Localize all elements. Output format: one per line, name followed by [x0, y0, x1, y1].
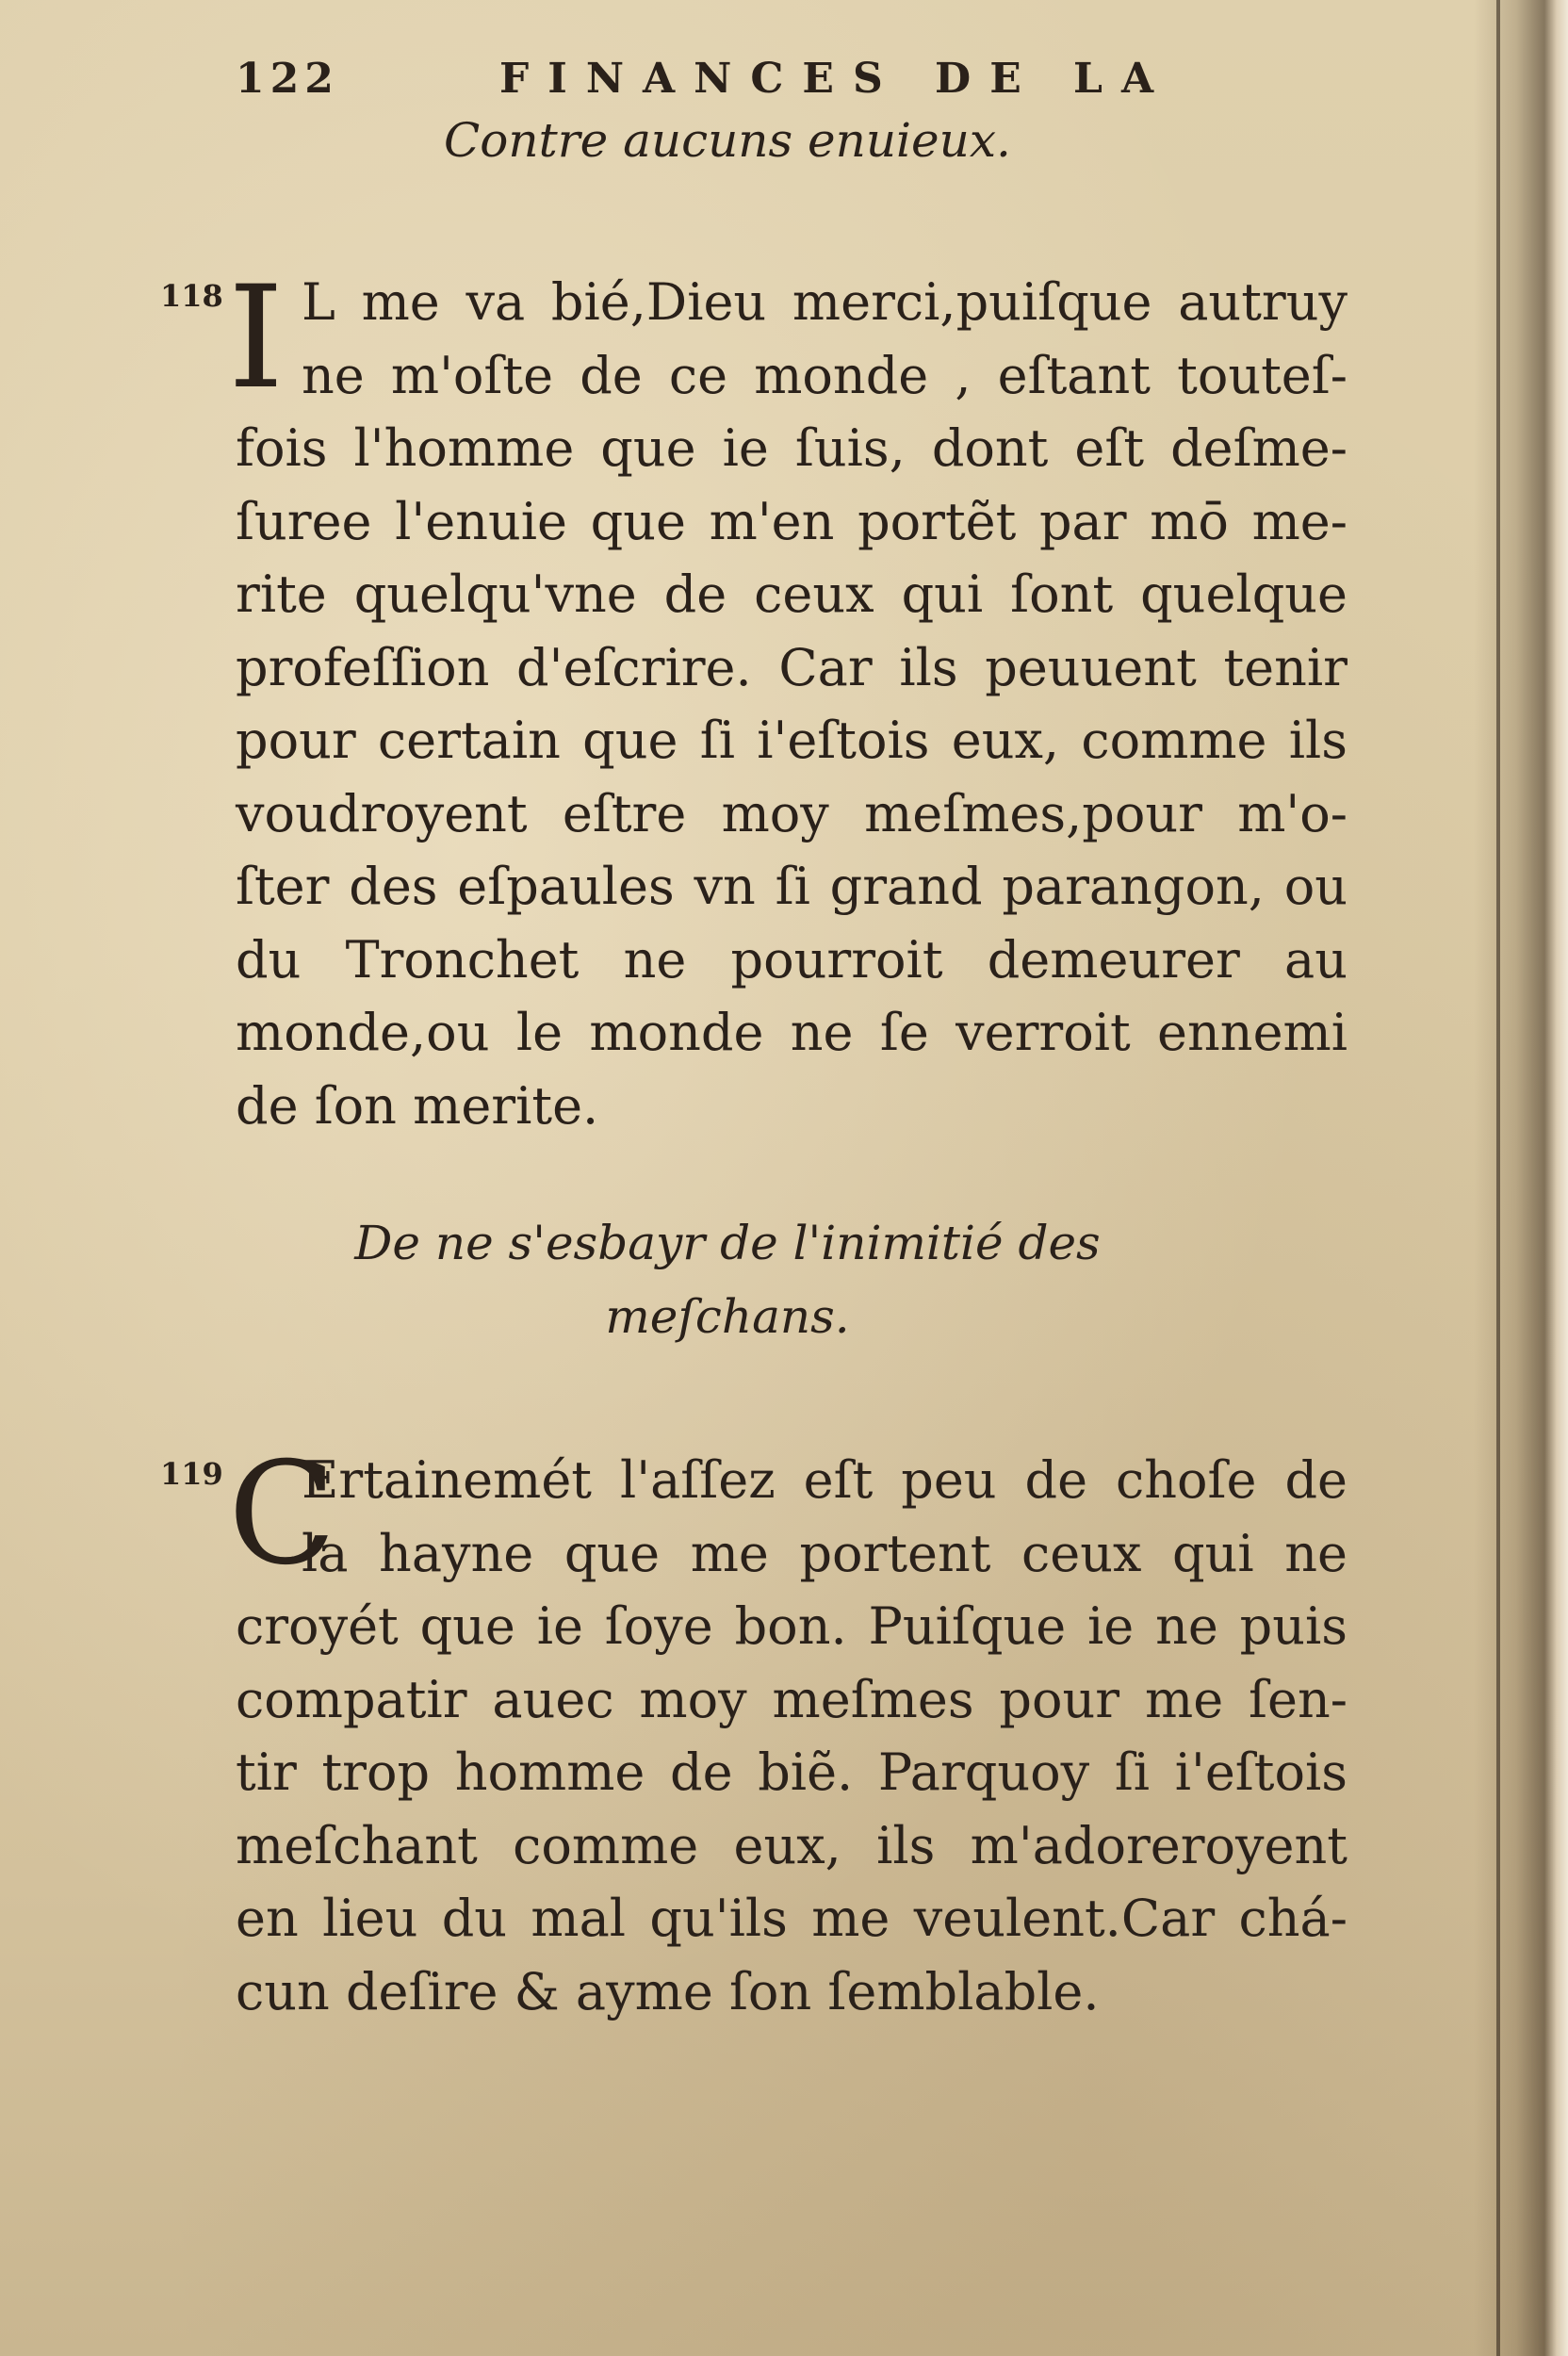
marginal-number-2: 119 — [160, 1456, 223, 1492]
binding-edge — [1496, 0, 1500, 2356]
drop-cap-1: I — [228, 256, 285, 420]
text-line: de ſon merite. — [236, 1075, 599, 1136]
section-title-2-line-1: De ne s'esbayr de l'inimitié des — [354, 1216, 1101, 1270]
page-header — [236, 55, 1178, 121]
text-line: en lieu du mal qu'ils me veulent.Car chá- — [236, 1889, 1348, 1948]
section-body-2 — [228, 1432, 1348, 2028]
text-line: rite quelqu'vne de ceux qui ſont quelque — [236, 564, 1348, 624]
text-line: ſuree l'enuie que m'en portẽt par mō me- — [236, 491, 1348, 551]
text-line: voudroyent eſtre moy meſmes,pour m'o- — [236, 783, 1348, 843]
section-title-2-line-2: meſchans. — [605, 1289, 850, 1344]
marginal-number-1: 118 — [160, 278, 223, 314]
section-title-1: Contre aucuns enuieux. — [444, 113, 1011, 168]
text-line: la hayne que me portent ceux qui ne — [302, 1523, 1348, 1583]
text-line: cun deſire & ayme ſon ſemblable. — [236, 1961, 1100, 2021]
text-line: monde,ou le monde ne ſe verroit ennemi — [236, 1003, 1348, 1062]
text-line: ſter des eſpaules vn ſi grand parangon, ou — [236, 857, 1348, 916]
text-line: du Tronchet ne pourroit demeurer au — [236, 929, 1348, 990]
text-line: profeſſion d'eſcrire. Car ils peuuent tenir — [236, 637, 1348, 697]
text-line: L me va bié,Dieu merci,puiſque autruy — [302, 272, 1348, 332]
text-line: croyét que ie ſoye bon. Puiſque ie ne puis — [236, 1596, 1348, 1656]
text-line: ne m'oſte de ce monde , eſtant touteſ- — [302, 345, 1348, 405]
text-line: Ertainemét l'aſſez eſt peu de choſe de — [302, 1450, 1348, 1510]
section-body-1 — [228, 256, 1348, 1142]
text-line: compatir auec moy meſmes pour me ſen- — [236, 1669, 1348, 1729]
text-line: tir trop homme de biẽ. Parquoy ſi i'eſtois — [236, 1742, 1348, 1802]
page-gutter-shadow — [1474, 0, 1568, 2356]
text-line: fois l'homme que ie ſuis, dont eſt deſme- — [236, 418, 1348, 478]
page-number: 122 — [236, 55, 339, 103]
drop-cap-2: C — [228, 1432, 336, 1596]
text-line: meſchant comme eux, ils m'adoreroyent — [236, 1815, 1348, 1875]
running-head: FINANCES DE LA — [499, 55, 1173, 103]
text-line: pour certain que ſi i'eſtois eux, comme ils — [236, 711, 1348, 770]
